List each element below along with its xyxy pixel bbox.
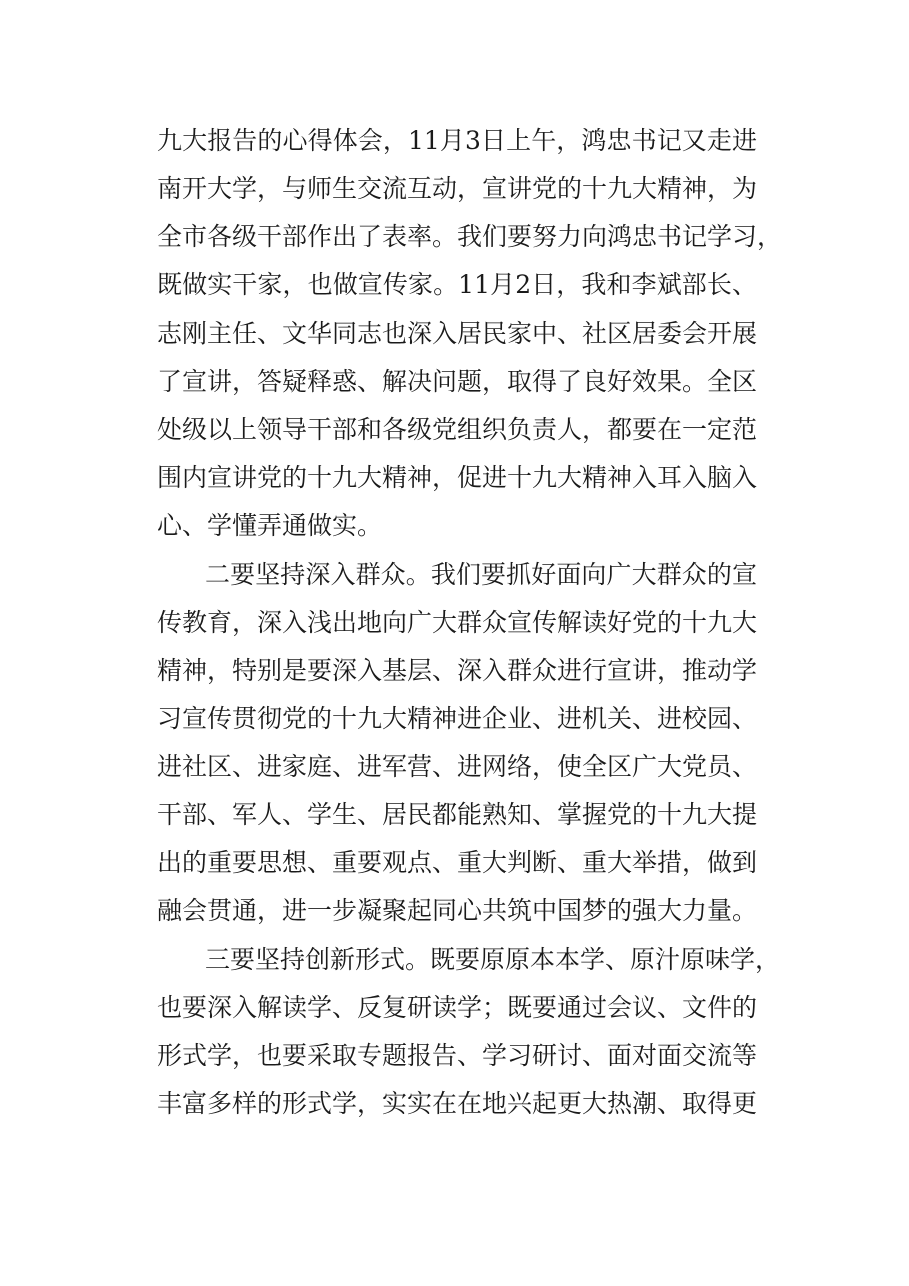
text-line: 九大报告的心得体会，11月3日上午，鸿忠书记又走进 [157,126,757,155]
text-line: 全市各级干部作出了表率。我们要努力向鸿忠书记学习， [157,222,783,251]
text-line: 处级以上领导干部和各级党组织负责人，都要在一定范 [157,415,758,444]
text-line: 融会贯通，进一步凝聚起同心共筑中国梦的强大力量。 [157,896,758,925]
text-line: 南开大学，与师生交流互动，宣讲党的十九大精神，为 [157,174,758,203]
text-line: 也要深入解读学、反复研读学；既要通过会议、文件的 [157,993,758,1022]
text-line: 围内宣讲党的十九大精神，促进十九大精神入耳入脑入 [157,463,758,492]
paragraph-first-line: 三要坚持创新形式。既要原原本本学、原汁原味学， [205,945,781,974]
text-line: 心、学懂弄通做实。 [157,511,383,540]
text-line: 既做实干家，也做宣传家。11月2日，我和李斌部长、 [157,270,757,299]
text-line: 了宣讲，答疑释惑、解决问题，取得了良好效果。全区 [157,367,758,396]
text-line: 干部、军人、学生、居民都能熟知、掌握党的十九大提 [157,800,758,829]
text-line: 习宣传贯彻党的十九大精神进企业、进机关、进校园、 [157,704,758,733]
paragraph-first-line: 二要坚持深入群众。我们要抓好面向广大群众的宣 [205,560,757,589]
text-line: 形式学，也要采取专题报告、学习研讨、面对面交流等 [157,1041,758,1070]
text-line: 进社区、进家庭、进军营、进网络，使全区广大党员、 [157,752,758,781]
text-line: 志刚主任、文华同志也深入居民家中、社区居委会开展 [157,319,758,348]
text-line: 精神，特别是要深入基层、深入群众进行宣讲，推动学 [157,656,758,685]
text-line: 丰富多样的形式学，实实在在地兴起更大热潮、取得更 [157,1089,758,1118]
text-line: 出的重要思想、重要观点、重大判断、重大举措，做到 [157,848,758,877]
text-line: 传教育，深入浅出地向广大群众宣传解读好党的十九大 [157,608,758,637]
